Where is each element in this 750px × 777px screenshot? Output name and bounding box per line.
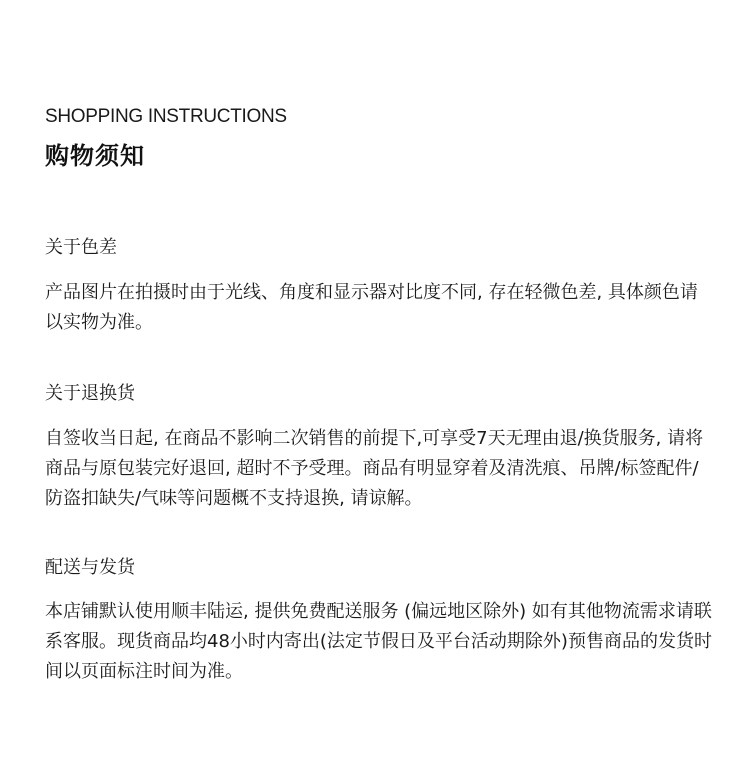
section-title: 关于退换货	[45, 383, 135, 404]
section-returns	[45, 382, 715, 514]
page-title-en: SHOPPING INSTRUCTIONS	[45, 106, 287, 127]
page-title-cn: 购物须知	[45, 142, 145, 170]
section-title: 关于色差	[45, 237, 117, 258]
section-shipping	[45, 556, 715, 687]
section-body: 产品图片在拍摄时由于光线、角度和显示器对比度不同, 存在轻微色差, 具体颜色请以实物为准。	[45, 282, 698, 333]
section-title: 配送与发货	[45, 557, 135, 578]
section-color-difference	[45, 236, 715, 338]
section-body: 本店铺默认使用顺丰陆运, 提供免费配送服务 (偏远地区除外) 如有其他物流需求请联系客服。现货商品均48小时内寄出(法定节假日及平台活动期除外)预售商品的发货时间以页面标注时间为准。	[45, 601, 712, 682]
section-body: 自签收当日起, 在商品不影响二次销售的前提下,可享受7天无理由退/换货服务, 请将商品与原包装完好退回, 超时不予受理。商品有明显穿着及清洗痕、吊牌/标签配件/防盗扣缺失/气味等问题概不支持退换, 请谅解。	[45, 428, 704, 509]
